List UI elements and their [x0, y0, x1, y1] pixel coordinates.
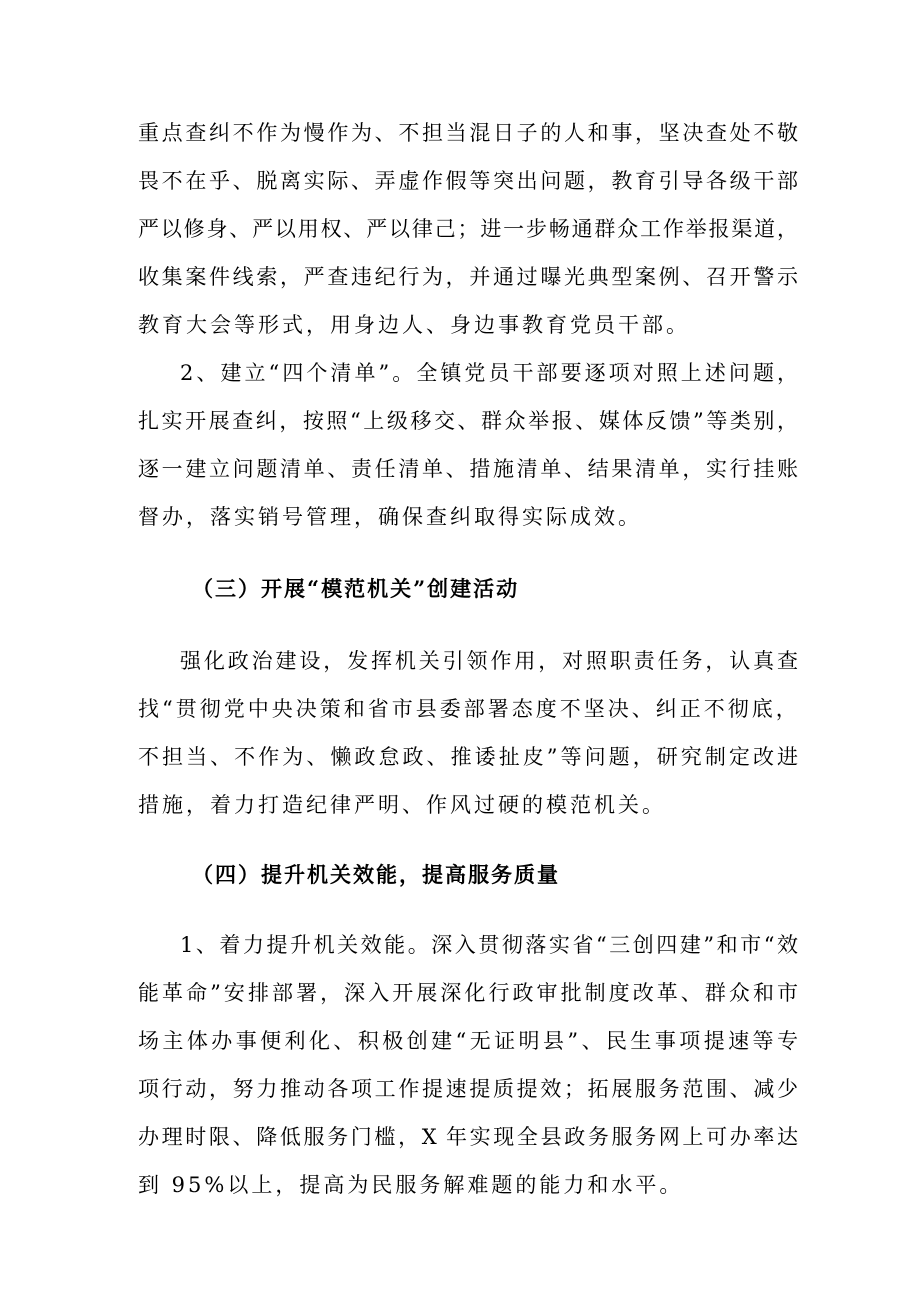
paragraph-line: 畏不在乎、脱离实际、弄虚作假等突出问题，教育引导各级干部	[138, 169, 798, 193]
paragraph-line: 不担当、不作为、懒政怠政、推诿扯皮”等问题，研究制定改进	[138, 745, 798, 769]
paragraph-line: 教育大会等形式，用身边人、身边事教育党员干部。	[138, 313, 690, 337]
paragraph-line: 1、着力提升机关效能。深入贯彻落实省“三创四建”和市“效	[180, 933, 798, 957]
section-heading: （三）开展“模范机关”创建活动	[192, 576, 520, 601]
paragraph-line: 强化政治建设，发挥机关引领作用，对照职责任务，认真查	[180, 649, 798, 673]
section-heading: （四）提升机关效能，提高服务质量	[192, 862, 560, 887]
paragraph-line: 2、建立“四个清单”。全镇党员干部要逐项对照上述问题，	[180, 361, 798, 385]
paragraph-line: 找“贯彻党中央决策和省市县委部署态度不坚决、纠正不彻底，	[138, 697, 800, 721]
paragraph-line: 逐一建立问题清单、责任清单、措施清单、结果清单，实行挂账	[138, 457, 798, 481]
paragraph-line: 办理时限、降低服务门槛，X 年实现全县政务服务网上可办率达	[138, 1125, 798, 1149]
paragraph-line: 项行动，努力推动各项工作提速提质提效；拓展服务范围、减少	[138, 1077, 798, 1101]
paragraph-line: 措施，着力打造纪律严明、作风过硬的模范机关。	[138, 793, 666, 817]
paragraph-line: 严以修身、严以用权、严以律己；进一步畅通群众工作举报渠道，	[138, 217, 798, 241]
paragraph-line: 能革命”安排部署，深入开展深化行政审批制度改革、群众和市	[138, 981, 798, 1005]
paragraph-line: 督办，落实销号管理，确保查纠取得实际成效。	[138, 505, 642, 529]
paragraph-line: 到 95%以上，提高为民服务解难题的能力和水平。	[138, 1173, 684, 1197]
paragraph-line: 扎实开展查纠，按照“上级移交、群众举报、媒体反馈”等类别，	[138, 409, 798, 433]
paragraph-line: 场主体办事便利化、积极创建“无证明县”、民生事项提速等专	[138, 1029, 798, 1053]
paragraph-line: 重点查纠不作为慢作为、不担当混日子的人和事，坚决查处不敬	[138, 121, 798, 145]
paragraph-line: 收集案件线索，严查违纪行为，并通过曝光典型案例、召开警示	[138, 265, 798, 289]
